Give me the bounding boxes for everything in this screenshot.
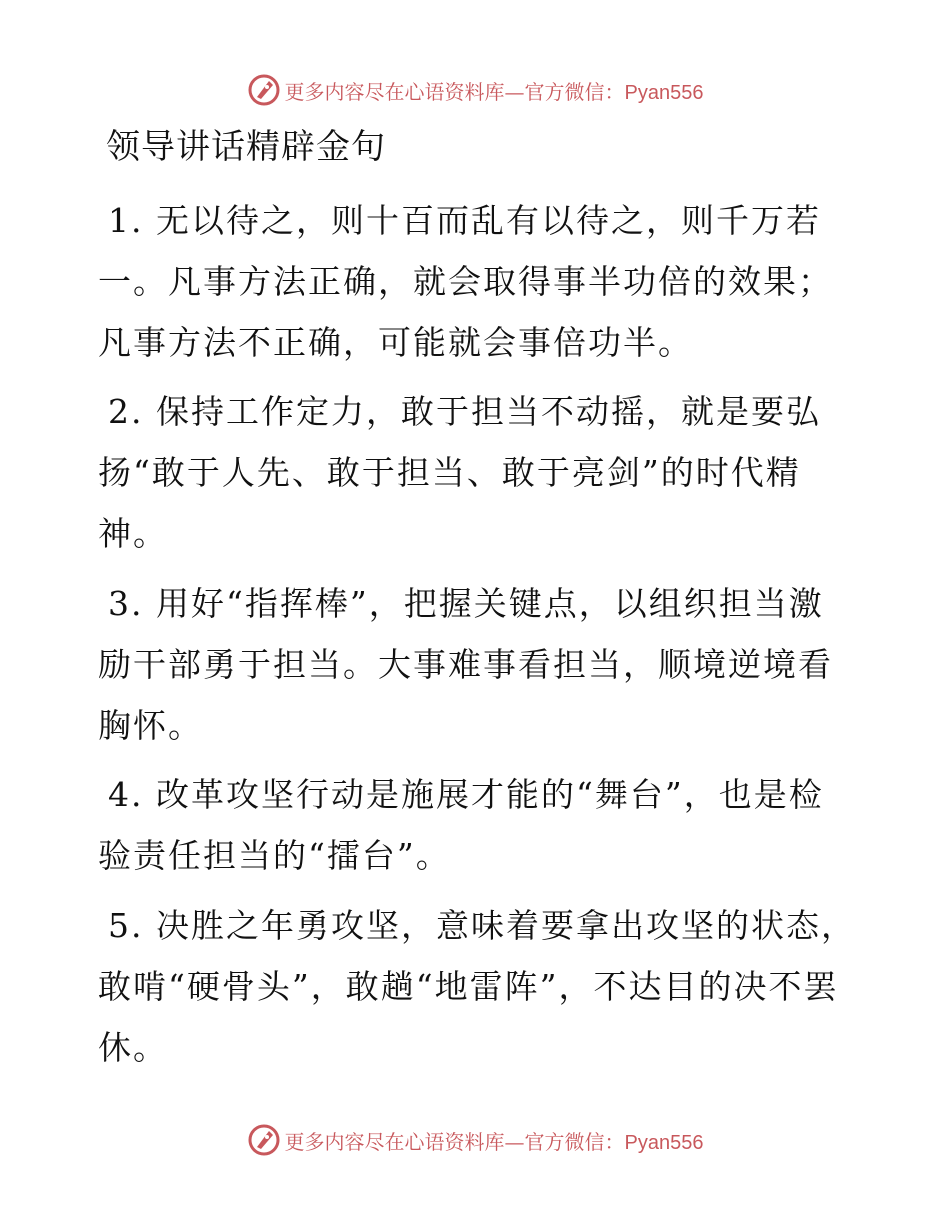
pen-nib-logo-icon (247, 1123, 281, 1157)
quote-paragraph-1: 1. 无以待之，则十百而乱有以待之，则千万若一。凡事方法正确，就会取得事半功倍的效果；凡事方法不正确，可能就会事倍功半。 (98, 201, 833, 362)
header-banner (0, 70, 950, 110)
banner-dash: — (504, 79, 525, 104)
banner-main-text: 更多内容尽在心语资料库 (284, 79, 505, 104)
banner-wechat-label: 官方微信： (524, 79, 625, 104)
footer-banner-text (285, 1126, 704, 1155)
quote-paragraph-5: 5. 决胜之年勇攻坚，意味着要拿出攻坚的状态，敢啃“硬骨头”，敢趟“地雷阵”，不达目的决不罢休。 (98, 906, 856, 1067)
banner-main-text: 更多内容尽在心语资料库 (284, 1129, 505, 1154)
footer-banner (0, 1120, 950, 1160)
banner-wechat-label: 官方微信： (524, 1129, 625, 1154)
pen-nib-logo-icon (247, 73, 281, 107)
banner-dash: — (504, 1129, 525, 1154)
banner-wechat-id: Pyan556 (624, 81, 704, 104)
header-banner-text (285, 76, 704, 105)
quote-paragraph-4: 4. 改革攻坚行动是施展才能的“舞台”，也是检验责任担当的“擂台”。 (98, 775, 824, 875)
banner-wechat-id: Pyan556 (624, 1131, 704, 1154)
document-title: 领导讲话精辟金句 (106, 127, 386, 167)
quote-paragraph-3: 3. 用好“指挥棒”，把握关键点，以组织担当激励干部勇于担当。大事难事看担当，顺境逆境看胸怀。 (98, 584, 833, 745)
quote-paragraph-2: 2. 保持工作定力，敢于担当不动摇，就是要弘扬“敢于人先、敢于担当、敢于亮剑”的时代精神。 (98, 392, 821, 553)
